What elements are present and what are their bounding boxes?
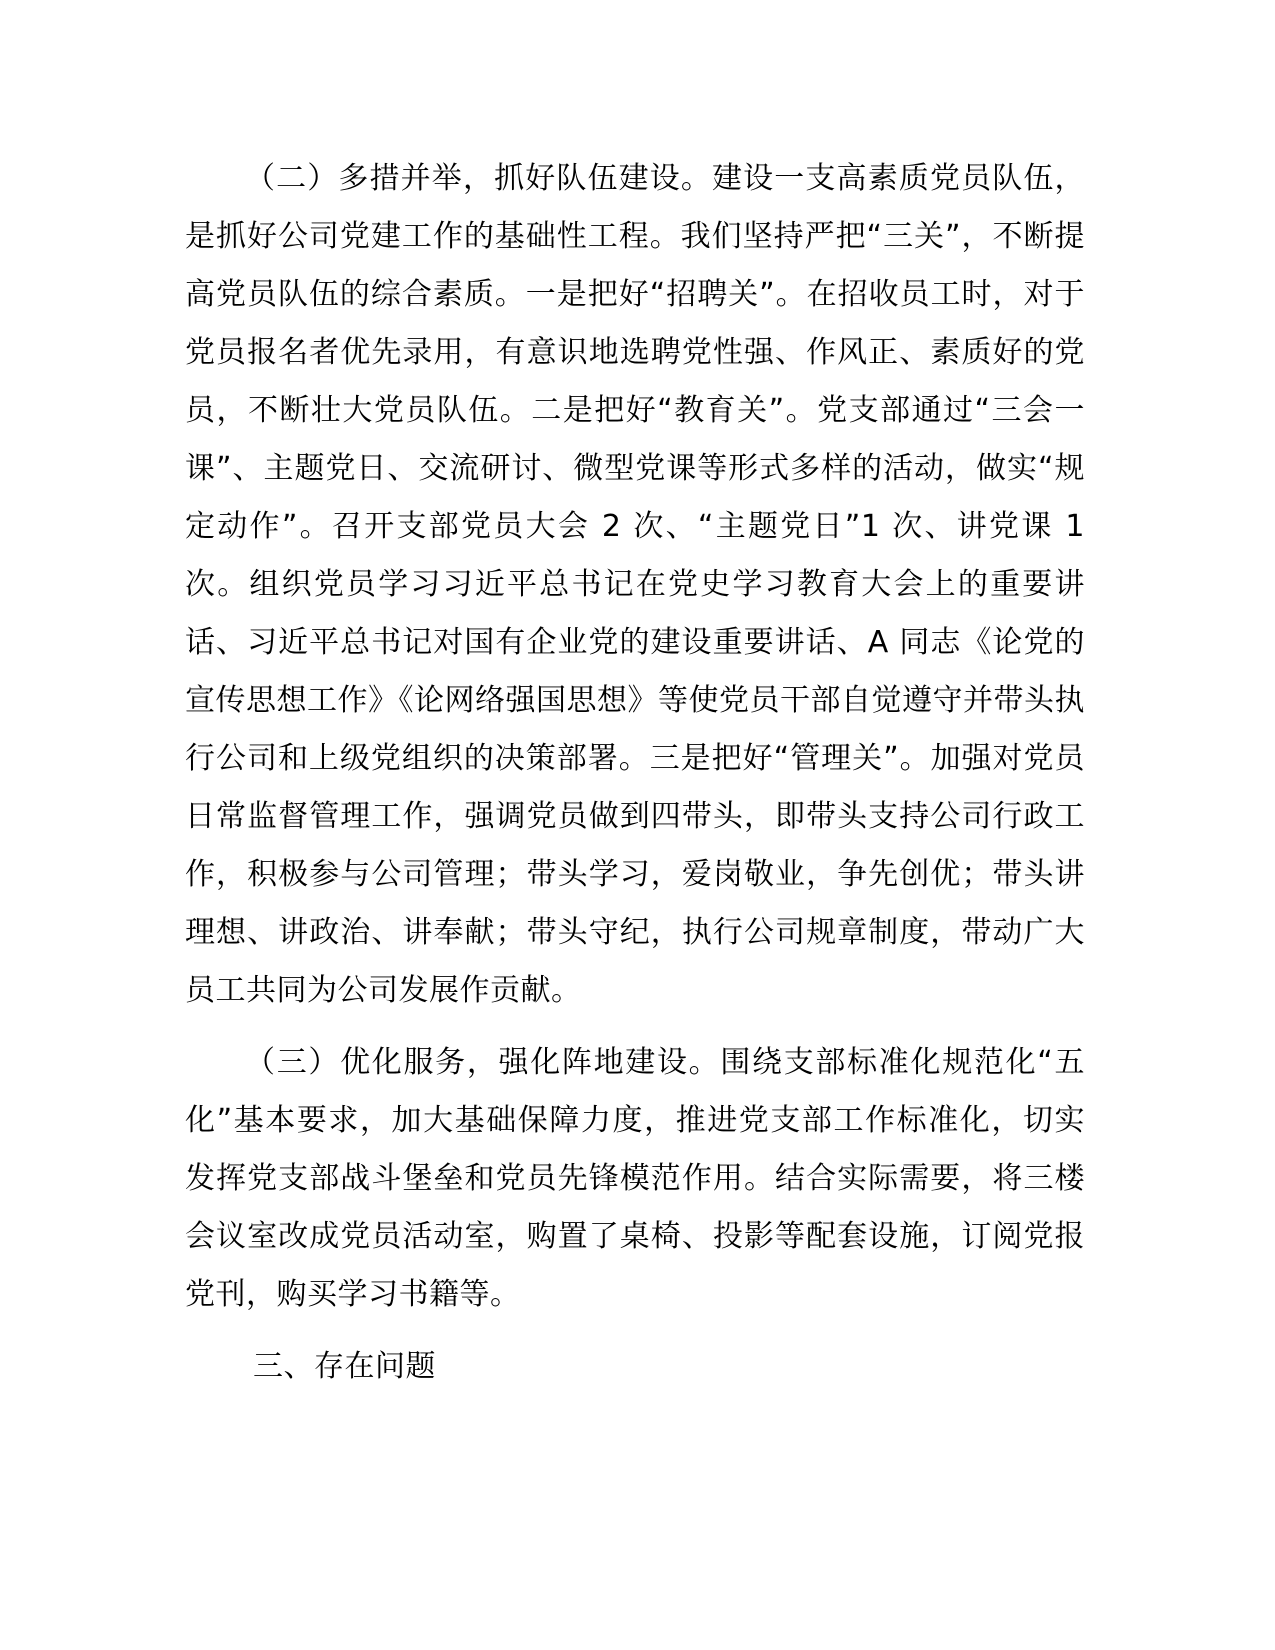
- paragraph-position-building: （三）优化服务，强化阵地建设。围绕支部标准化规范化“五化”基本要求，加大基础保障力度，推进党支部工作标准化，切实发挥党支部战斗堡垒和党员先锋模范作用。结合实际需要，将三楼会议室改成党员活动室，购置了桌椅、投影等配套设施，订阅党报党刊，购买学习书籍等。: [185, 1045, 1085, 1312]
- paragraph-team-building: （二）多措并举，抓好队伍建设。建设一支高素质党员队伍，是抓好公司党建工作的基础性工程。我们坚持严把“三关”，不断提高党员队伍的综合素质。一是把好“招聘关”。在招收员工时，对于党员报名者优先录用，有意识地选聘党性强、作风正、素质好的党员，不断壮大党员队伍。二是把好“教育关”。党支部通过“三会一课”、主题党日、交流研讨、微型党课等形式多样的活动，做实“规定动作”。召开支部党员大会 2 次、“主题党日”1 次、讲党课 1 次。组织党员学习习近平总书记在党史学习教育大会上的重要讲话、习近平总书记对国有企业党的建设重要讲话、A 同志《论党的宣传思想工作》《论网络强国思想》等使党员干部自觉遵守并带头执行公司和上级党组织的决策部署。三是把好“管理关”。加强对党员日常监督管理工作，强调党员做到四带头，即带头支持公司行政工作，积极参与公司管理；带头学习，爱岗敬业，争先创优；带头讲理想、讲政治、讲奉献；带头守纪，执行公司规章制度，带动广大员工共同为公司发展作贡献。: [185, 161, 1085, 1008]
- document-body: [185, 150, 1085, 1396]
- section-heading-existing-problems: 三、存在问题: [253, 1349, 436, 1384]
